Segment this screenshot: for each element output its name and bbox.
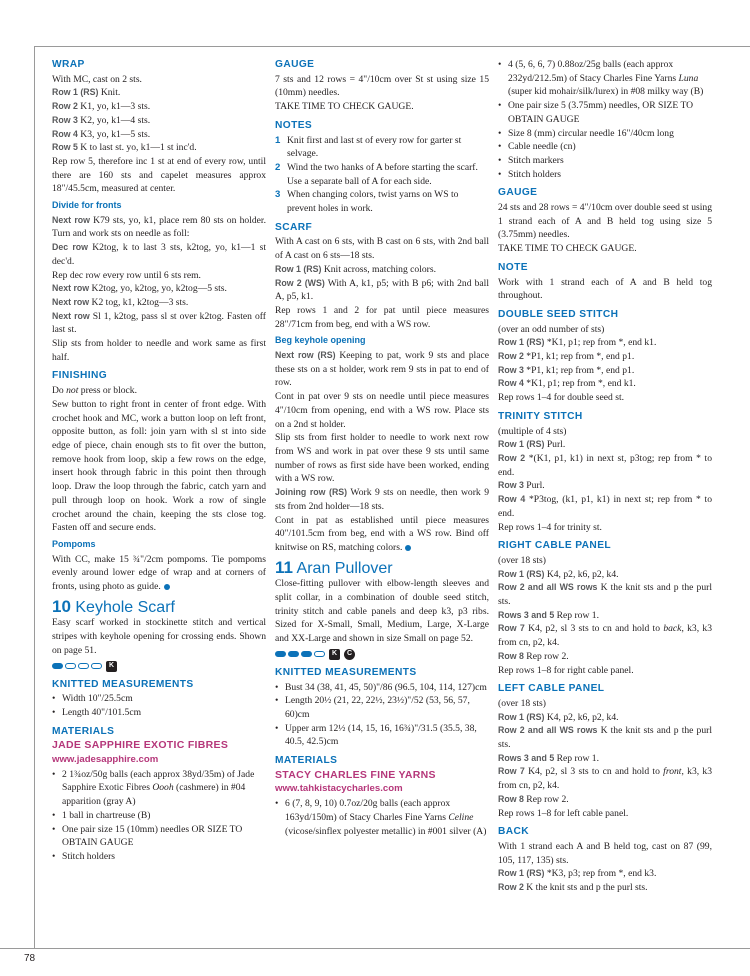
next-row-1: Next row K79 sts, yo, k1, place rem 80 sts on holder. Turn and work sts on needle as foll: (52, 214, 266, 240)
trinity-row-1: Row 1 (RS) Purl. (498, 439, 566, 451)
skill-segment-icon (288, 651, 299, 657)
skill-level-indicator (275, 649, 489, 660)
lc-row-8: Row 8 Rep row 2. (498, 793, 569, 805)
scarf-row-2: Row 2 (WS) With A, k1, p5; with B p6; with 2nd ball A, p5, k1. (275, 277, 489, 303)
wrap-row-3: Row 3 K2, yo, k1—4 sts. (52, 114, 151, 126)
brand-name: STACY CHARLES FINE YARNS (275, 768, 436, 781)
back-heading: BACK (498, 826, 530, 838)
column-2 (275, 58, 489, 838)
list-item: • 6 (7, 8, 9, 10) 0.7oz/20g balls (each approx 163yd/150m) of Stacy Charles Fine Yarns Celine (vicose/sinflex polyester metallic) in #001 silver (A) (275, 797, 489, 838)
skill-segment-icon (78, 663, 89, 669)
rc-row-1: Row 1 (RS) K4, p2, k6, p2, k4. (498, 568, 619, 580)
skill-segment-icon (301, 651, 312, 657)
pompoms-heading: Pompoms (52, 538, 96, 549)
notes-heading: NOTES (275, 119, 313, 131)
list-item: • 2 1¾oz/50g balls (each approx 38yd/35m) of Jade Sapphire Exotic Fibres Oooh (cashmere) in #04 apparition (gray A) (52, 768, 266, 809)
wrap-row-1: Row 1 (RS) Knit. (52, 87, 121, 99)
list-item: • Length 40"/101.5cm (52, 706, 266, 720)
measurements-list (275, 681, 489, 750)
wrap-row-5: Row 5 K to last st. yo, k1—1 st inc'd. (52, 142, 197, 154)
keyhole-cont-1: Cont in pat over 9 sts on needle until piece measures 4"/10cm from opening, end with a WS row. Place sts on a 2nd st holder. (275, 391, 489, 430)
rc-row-3: Rows 3 and 5 Rep row 1. (498, 609, 599, 621)
dss-row-3: Row 3 *P1, k1; rep from *, end p1. (498, 364, 635, 376)
measurements-list (52, 692, 266, 719)
left-rule (34, 46, 35, 948)
list-item: • Size 8 (mm) circular needle 16"/40cm long (498, 127, 712, 141)
materials-list (275, 797, 489, 838)
pompoms-text: With CC, make 15 ¾"/2cm pompoms. Tie pompoms evenly around lower edge of wrap and at corners of fronts, using photo as guide. (52, 553, 266, 593)
next-row-3: Next row K2 tog, k1, k2tog—3 sts. (52, 296, 189, 308)
materials-list (52, 768, 266, 864)
list-item: • Stitch holders (498, 168, 712, 182)
list-item: • Bust 34 (38, 41, 45, 50)"/86 (96.5, 104, 114, 127)cm (275, 681, 489, 695)
dss-rep: Rep rows 1–4 for double seed st. (498, 392, 625, 404)
rc-row-8: Row 8 Rep row 2. (498, 650, 569, 662)
cable-badge-icon: C (344, 649, 355, 660)
trinity-rep: Rep rows 1–4 for trinity st. (498, 521, 602, 533)
brand-url[interactable]: www.tahkistacycharles.com (275, 783, 403, 795)
back-row-1: Row 1 (RS) *K3, p3; rep from *, end k3. (498, 868, 657, 880)
skill-segment-icon (52, 663, 63, 669)
materials-list-cont (498, 58, 712, 181)
rc-row-2: Row 2 and all WS rows K the knit sts and p the purl sts. (498, 582, 712, 608)
keyhole-cont-2: Cont in pat as established until piece measures 40"/101.5cm from beg, end with a WS row. Bind off knitwise on RS, matching colors. (275, 514, 489, 553)
finishing-text: Sew button to right front in center of front edge. With crochet hook and MC, work a button loop on left front, opposite button, as foll: join yarn with sl st into side edge of piece, chain enough sts to fit over the button, remove hook from loop, skip a few rows on the edge, insert hook through fabric in this point then through loop. Draw the loop through the fabric, catch yarn and pull through loop on hook. Work a row of single crochet around the chain, keeping the sts close tog. Fasten off and secure ends. (52, 398, 266, 534)
trinity-row-3: Row 3 Purl. (498, 480, 545, 492)
back-row-2: Row 2 K the knit sts and p the purl sts. (498, 882, 648, 894)
trinity-sub: (multiple of 4 sts) (498, 425, 567, 437)
dss-row-1: Row 1 (RS) *K1, p1; rep from *, end k1. (498, 337, 657, 349)
do-not-press: Do not press or block. (52, 385, 138, 397)
wrap-row-4: Row 4 K3, yo, k1—5 sts. (52, 128, 151, 140)
scarf-row-1: Row 1 (RS) Knit across, matching colors. (275, 263, 437, 275)
keyhole-next-row: Next row (RS) Keeping to pat, work 9 sts and place these sts on a st holder, work rem 9 sts in pat to end of row. (275, 350, 489, 389)
next-row-2: Next row K2tog, yo, k2tog, yo, k2tog—5 sts. (52, 283, 227, 295)
scarf-heading: SCARF (275, 221, 313, 233)
rc-rep: Rep rows 1–8 for right cable panel. (498, 664, 634, 676)
materials-heading: MATERIALS (52, 725, 115, 737)
wrap-heading: WRAP (52, 59, 85, 70)
rep-dec: Rep dec row every row until 6 sts rem. (52, 269, 201, 281)
notes-list (275, 134, 489, 216)
finishing-heading: FINISHING (52, 370, 108, 382)
skill-segment-icon (91, 663, 102, 669)
trinity-heading: TRINITY STITCH (498, 410, 583, 422)
wrap-intro: With MC, cast on 2 sts. (52, 73, 142, 85)
measurements-heading: KNITTED MEASUREMENTS (52, 678, 194, 690)
list-item: • Cable needle (cn) (498, 140, 712, 154)
list-item: 1 Knit first and last st of every row for garter st selvage. (275, 134, 462, 160)
double-seed-heading: DOUBLE SEED STITCH (498, 308, 619, 320)
top-rule (34, 46, 750, 47)
next-row-4: Next row Sl 1, k2tog, pass sl st over k2tog. Fasten off last st. (52, 310, 266, 336)
right-cable-sub: (over 18 sts) (498, 554, 546, 566)
column-3 (498, 58, 712, 895)
knit-badge-icon: K (329, 649, 340, 660)
list-item: • Stitch holders (52, 850, 266, 864)
bottom-rule (0, 948, 750, 949)
end-dot-icon (164, 584, 170, 590)
lc-row-1: Row 1 (RS) K4, p2, k6, p2, k4. (498, 711, 619, 723)
list-item: • One pair size 5 (3.75mm) needles, OR SIZE TO OBTAIN GAUGE (498, 99, 712, 126)
gauge-heading: GAUGE (498, 187, 538, 199)
lc-row-3: Rows 3 and 5 Rep row 1. (498, 752, 599, 764)
skill-segment-icon (275, 651, 286, 657)
column-1 (52, 58, 266, 864)
right-cable-heading: RIGHT CABLE PANEL (498, 540, 612, 552)
skill-segment-icon (65, 663, 76, 669)
gauge-heading: GAUGE (275, 59, 315, 70)
back-text: With 1 strand each A and B held tog, cast on 87 (99, 105, 117, 135) sts. (498, 840, 712, 866)
list-item: • 4 (5, 6, 6, 7) 0.88oz/25g balls (each approx 232yd/212.5m) of Stacy Charles Fine Yarns Luna (super kid mohair/silk/lurex) in #08 milky way (B) (498, 58, 712, 99)
gauge-check: TAKE TIME TO CHECK GAUGE. (275, 101, 414, 113)
knit-badge-icon: K (106, 661, 117, 672)
gauge-text: 24 sts and 28 rows = 4"/10cm over double seed st using 1 strand each of A and B held tog using size 5 (3.75mm) needles. (498, 202, 712, 241)
divide-heading: Divide for fronts (52, 200, 122, 211)
dss-row-2: Row 2 *P1, k1; rep from *, end p1. (498, 351, 635, 363)
materials-heading: MATERIALS (275, 755, 338, 767)
keyhole-heading: Beg keyhole opening (275, 335, 366, 346)
lc-rep: Rep rows 1–8 for left cable panel. (498, 807, 629, 819)
list-item: • 1 ball in chartreuse (B) (52, 809, 266, 823)
double-seed-sub: (over an odd number of sts) (498, 323, 605, 335)
slip-text: Slip sts from holder to needle and work same as first half. (52, 338, 266, 363)
scarf-rep: Rep rows 1 and 2 for pat until piece measures 28"/71cm from beg, end with a WS row. (275, 304, 489, 330)
gauge-check: TAKE TIME TO CHECK GAUGE. (498, 243, 637, 255)
list-item: • Length 20½ (21, 22, 22½, 23½)"/52 (53, 56, 57, 60)cm (275, 694, 489, 721)
trinity-row-4: Row 4 *P3tog, (k1, p1, k1) in next st; rep from * to end. (498, 494, 713, 519)
note-heading: NOTE (498, 261, 528, 273)
list-item: • Stitch markers (498, 154, 712, 168)
list-item: • One pair size 15 (10mm) needles OR SIZE TO OBTAIN GAUGE (52, 823, 266, 850)
trinity-row-2: Row 2 *(K1, p1, k1) in next st, p3tog; rep from * to end. (498, 452, 713, 478)
keyhole-slip: Slip sts from first holder to needle to work next row from WS and work in pat over these 9 sts until same number of rows as first side have been worked, ending with a WS row. (275, 432, 489, 485)
wrap-row-2: Row 2 K1, yo, k1—3 sts. (52, 101, 151, 113)
pattern-10-title: 10 Keyhole Scarf (52, 596, 175, 616)
skill-segment-icon (314, 651, 325, 657)
dec-row: Dec row K2tog, k to last 3 sts, k2tog, yo, k1—1 st dec'd. (52, 242, 266, 267)
brand-name: JADE SAPPHIRE EXOTIC FIBRES (52, 739, 229, 752)
pattern-11-title: 11 Aran Pullover (275, 557, 393, 577)
list-item: • Width 10"/25.5cm (52, 692, 266, 706)
lc-row-7: Row 7 K4, p2, sl 3 sts to cn and hold to front, k3, k3 from cn, p2, k4. (498, 766, 713, 792)
pattern-10-description: Easy scarf worked in stockinette stitch and vertical stripes with keyhole opening for crossing ends. Shown on page 51. (52, 617, 266, 656)
wrap-rep: Rep row 5, therefore inc 1 st at end of every row, until there are 160 sts and capelet measures approx 18"/45.5cm, measured at center. (52, 155, 266, 195)
list-item: 3 When changing colors, twist yarns on WS to prevent holes in work. (275, 189, 459, 215)
scarf-intro: With A cast on 6 sts, with B cast on 6 sts, with 2nd ball of A cast on 6 sts—18 sts. (275, 236, 489, 262)
lc-row-2: Row 2 and all WS rows K the knit sts and p the purl sts. (498, 725, 712, 751)
pattern-11-description: Close-fitting pullover with elbow-length sleeves and split collar, in a combination of double seed stitch, trinity stitch and cable panels and deep k3, p3 ribs. Sized for X-Small, Small, Medium, Large, X-Large and XX-Large and shown in size Small on page 52. (275, 578, 489, 645)
end-dot-icon (405, 545, 411, 551)
left-cable-heading: LEFT CABLE PANEL (498, 683, 605, 695)
list-item: 2 Wind the two hanks of A before starting the scarf. Use a separate ball of A for each side. (275, 161, 478, 187)
note-text: Work with 1 strand each of A and B held tog throughout. (498, 276, 712, 302)
skill-level-indicator (52, 661, 266, 672)
brand-url[interactable]: www.jadesapphire.com (52, 754, 159, 766)
page-number: 78 (24, 953, 36, 964)
left-cable-sub: (over 18 sts) (498, 697, 546, 709)
measurements-heading: KNITTED MEASUREMENTS (275, 666, 417, 678)
list-item: • Upper arm 12½ (14, 15, 16, 16¾)"/31.5 (35.5, 38, 40.5, 42.5)cm (275, 722, 489, 749)
rc-row-7: Row 7 K4, p2, sl 3 sts to cn and hold to back, k3, k3 from cn, p2, k4. (498, 623, 712, 649)
dss-row-4: Row 4 *K1, p1; rep from *, end k1. (498, 378, 636, 390)
joining-row: Joining row (RS) Work 9 sts on needle, then work 9 sts from 2nd holder—18 sts. (275, 487, 489, 512)
gauge-text: 7 sts and 12 rows = 4"/10cm over St st using size 15 (10mm) needles. (275, 73, 489, 99)
